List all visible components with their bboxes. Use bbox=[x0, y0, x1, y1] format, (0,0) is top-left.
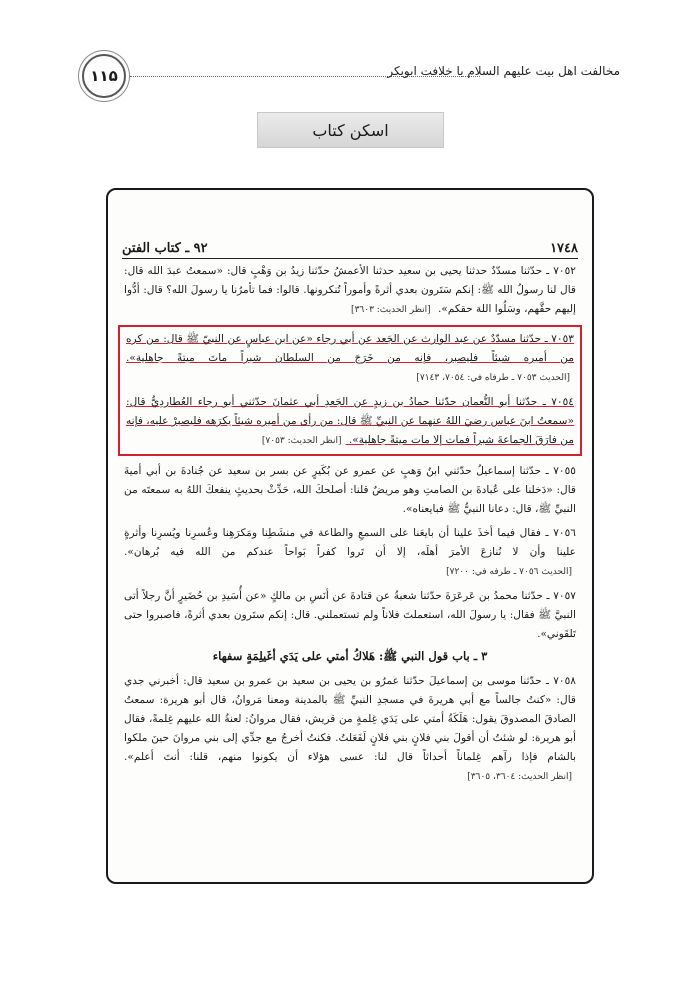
page-number-badge: ۱۱۵ bbox=[82, 54, 126, 98]
hadith-7058: ٧٠٥٨ ـ حدّثنا موسى بن إسماعيلَ حدّثنا عمرُو بن يحيى بن سعيد بن عمرو بن سعيد قال: أخبرني جدي قال: «كنتُ جالساً مع أبي هريرةَ في مسجدِ النبيِّ ﷺ بالمدينة ومعنا مَروانُ، قال أبو هريرة: سمعتُ الصادقَ المصدوقَ يقول: هَلَكَةُ أمتي على يَدَي غِلمةٍ من قريش، فقال مروانُ: لعنةُ الله عليهم غِلمةً، فقال أبو هريرة: لو شئتُ أن أقولَ بني فلانٍ بني فلانٍ لَفَعَلتُ. فكنتُ أخرجُ مع جدِّي إلى بني مروانَ حينَ ملكوا بالشام فإذا رآهم غِلماناً أحداثاً قال لنا: عسى هؤلاء أن يكونوا منهم، قلنا: أنتَ أعلم». [انظر الحديث: ٣٦٠٤، ٣٦٠٥] bbox=[124, 672, 576, 787]
highlight-box bbox=[118, 325, 582, 456]
scan-label: اسکن کتاب bbox=[257, 112, 444, 148]
hadith-reference: [الحديث ٧٠٥٣ ـ طرفاه في: ٧٠٥٤، ٧١٤٣] bbox=[416, 373, 570, 383]
scanned-book-page bbox=[106, 188, 594, 884]
page-header bbox=[60, 48, 640, 98]
hadith-reference: [انظر الحديث: ٣٦٠٤، ٣٦٠٥] bbox=[467, 772, 572, 782]
hadith-7055: ٧٠٥٥ ـ حدّثنا إسماعيلُ حدّثني ابنُ وَهبٍ عن عمرو عن بُكَيرٍ عن بسر بن سعيد عن جُنادةَ بن أبي أميةَ قال: «دَخلنا على عُبادةَ بن الصامتِ وهو مريضٌ قلنا: أصلحكَ الله، حَدِّثْ بحديثٍ ينفعكَ اللهُ به سمعتَه من النبيِّ ﷺ، قال: دعانا النبيُّ ﷺ فبايعناه». bbox=[124, 465, 576, 515]
section-title: ٣ ـ باب قول النبي ﷺ: هَلاكُ أمتي على يَدَي أغَيلِمَةٍ سفهاء bbox=[212, 649, 488, 663]
scan-chapter-title: ٩٢ ـ كتاب الفتن bbox=[122, 241, 208, 256]
running-title: مخالفت اهل بیت علیهم السلام با خلافت ابوبکر bbox=[387, 64, 620, 78]
hadith-7056: ٧٠٥٦ ـ فقال فيما أخذَ علينا أن بايعَنا على السمعِ والطاعة في منشَطِنا ومَكرَهِنا وعُسرِنا ويُسرِنا وأثرةٍ علينا وأن لا نُنازعَ الأمرَ أهلَه، إلا أن تَروا كفراً بَواحاً عندكم من الله فيه بُرهان». [الحديث ٧٠٥٦ ـ طرفه في: ٧٢٠٠] bbox=[124, 524, 576, 582]
hadith-7052: ٧٠٥٢ ـ حدّثنا مسدّدٌ حدثنا يحيى بن سعيد حدثنا الأعمشُ حدّثنا زيدُ بن وَهْبٍ قال: «سمعتُ عبدَ الله قال: قال لنا رسولُ الله ﷺ: إنكم سَتَرون بعدي أثرةً وأموراً تُنكرونها. قالوا: فما تأمرُنا يا رسولَ الله؟ قال: أدُّوا إليهم حقَّهم، وسَلُوا اللهَ حقكم». [انظر الحديث: ٣٦٠٣] bbox=[124, 262, 576, 320]
hadith-7053: ٧٠٥٣ ـ حدّثنا مسدّدٌ عن عبد الوارث عن الجَعد عن أبي رجاء «عن ابن عباسٍ عن النبيّ ﷺ قال: من كره من أميره شيئاً فليصبر، فإنه من خَرَجَ من السلطان شبراً ماتَ ميتةً جاهلية». [الحديث ٧٠٥٣ ـ طرفاه في: ٧٠٥٤، ٧١٤٣] bbox=[126, 330, 574, 388]
hadith-reference: [انظر الحديث: ٣٦٠٣] bbox=[351, 305, 431, 315]
hadith-7057: ٧٠٥٧ ـ حدّثنا محمدُ بن عَرعَرَةَ حدّثنا شعبةُ عن قتادةَ عن أنَسِ بن مالكٍ «عن أُسَيدِ بن حُضَيرٍ أنَّ رجلاً أتى النبيَّ ﷺ فقال: يا رسولَ الله، استعملتَ فلاناً ولم تستعملني. قال: إنكم ستَرون بعدي أثرةً، فاصبروا حتى تَلقَوني». bbox=[124, 590, 576, 640]
scan-page-header bbox=[122, 234, 578, 259]
hadith-reference: [انظر الحديث: ٧٠٥٣] bbox=[261, 436, 342, 446]
scan-page-number: ١٧٤٨ bbox=[550, 241, 578, 256]
hadith-reference: [الحديث ٧٠٥٦ ـ طرفه في: ٧٢٠٠] bbox=[446, 567, 572, 577]
hadith-7054: ٧٠٥٤ ـ حدّثنا أبو النُّعمان حدّثنا حمادُ بن زيدٍ عن الجَعدِ أبي عثمانَ حدّثني أبو رجاء العُطاردِيُّ قال: «سمعتُ ابنَ عباس رضيَ اللهُ عنهما عن النبيِّ ﷺ قال: من رأى من أميره شيئاً يكرَهه فليصبرْ عليه، فإنه من فارَقَ الجماعةَ شبراً فمات إلا مات ميتةً جاهلية». [انظر الحديث: ٧٠٥٣] bbox=[126, 393, 574, 451]
scan-text-body bbox=[124, 262, 576, 872]
